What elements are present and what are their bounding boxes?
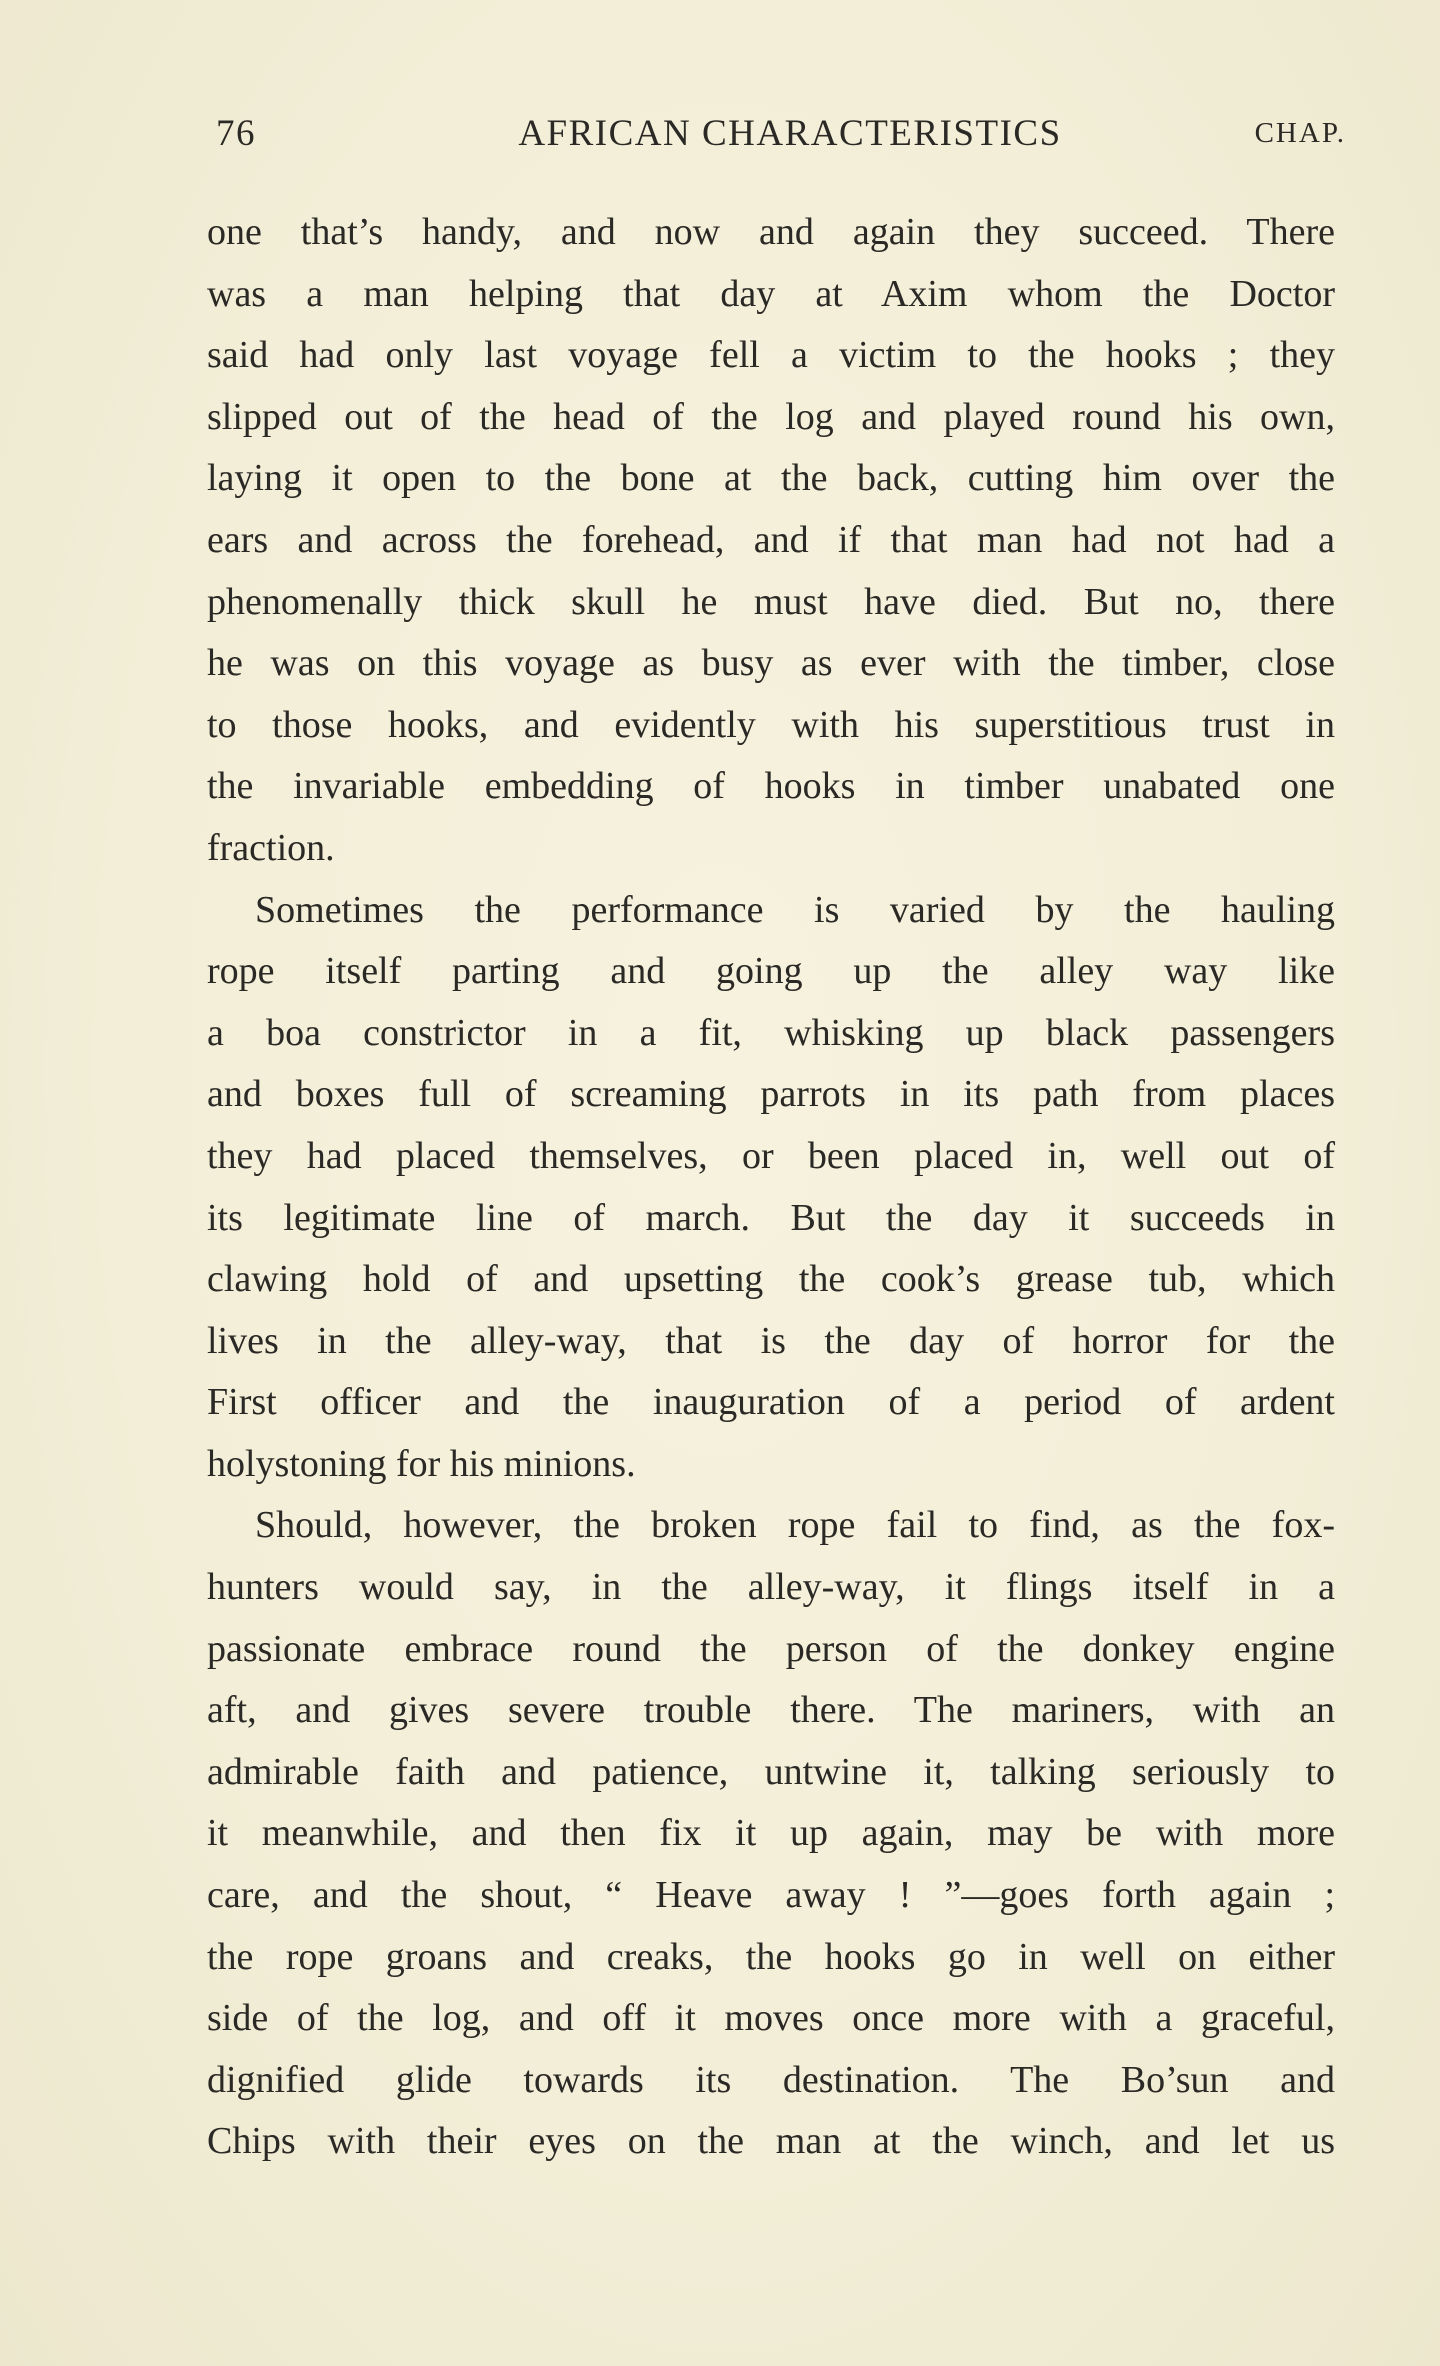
text-line: First officer and the inauguration of a period of ardent (207, 1381, 1335, 1424)
text-line: lives in the alley-way, that is the day of horror for the (207, 1319, 1335, 1362)
body-text (207, 202, 1335, 2173)
text-line: passionate embrace round the person of the donkey engine (207, 1627, 1335, 1670)
text-line: side of the log, and off it moves once more with a graceful, (207, 1997, 1335, 2040)
text-line: and boxes full of screaming parrots in its path from places (207, 1073, 1335, 1116)
text-line: he was on this voyage as busy as ever with the timber, close (207, 642, 1335, 685)
text-line: said had only last voyage fell a victim to the hooks ; they (207, 334, 1335, 377)
text-line: to those hooks, and evidently with his superstitious trust in (207, 703, 1335, 746)
text-line: the invariable embedding of hooks in timber unabated one (207, 765, 1335, 808)
text-line: phenomenally thick skull he must have died. But no, there (207, 580, 1335, 623)
text-line: dignified glide towards its destination. The Bo’sun and (207, 2058, 1335, 2101)
text-line: Chips with their eyes on the man at the winch, and let us (207, 2120, 1335, 2163)
text-line: Sometimes the performance is varied by the hauling (255, 888, 1335, 931)
text-line: slipped out of the head of the log and played round his own, (207, 395, 1335, 438)
text-line: its legitimate line of march. But the day it succeeds in (207, 1196, 1335, 1239)
text-line: they had placed themselves, or been placed in, well out of (207, 1134, 1335, 1177)
text-line: was a man helping that day at Axim whom the Doctor (207, 272, 1335, 315)
text-line: it meanwhile, and then fix it up again, may be with more (207, 1812, 1335, 1855)
text-line: a boa constrictor in a fit, whisking up black passengers (207, 1011, 1335, 1054)
text-line: one that’s handy, and now and again they succeed. There (207, 211, 1335, 253)
text-line: admirable faith and patience, untwine it, talking seriously to (207, 1750, 1335, 1793)
text-line: ears and across the forehead, and if that man had not had a (207, 518, 1335, 561)
text-line: clawing hold of and upsetting the cook’s grease tub, which (207, 1258, 1335, 1301)
text-line: laying it open to the bone at the back, cutting him over the (207, 457, 1335, 500)
text-line: Should, however, the broken rope fail to find, as the fox- (255, 1504, 1335, 1547)
text-line: aft, and gives severe trouble there. The mariners, with an (207, 1689, 1335, 1732)
text-line: care, and the shout, “ Heave away ! ”—goes forth again ; (207, 1874, 1335, 1917)
running-title: AFRICAN CHARACTERISTICS (518, 113, 1062, 154)
text-line: holystoning for his minions. (207, 1442, 636, 1485)
page-number: 76 (216, 113, 256, 154)
text-line: hunters would say, in the alley-way, it flings itself in a (207, 1566, 1335, 1609)
text-line: the rope groans and creaks, the hooks go in well on either (207, 1935, 1335, 1978)
text-line: fraction. (207, 826, 335, 869)
running-head (216, 112, 1346, 162)
chapter-label: CHAP. (1254, 117, 1346, 149)
text-line: rope itself parting and going up the alley way like (207, 950, 1335, 993)
